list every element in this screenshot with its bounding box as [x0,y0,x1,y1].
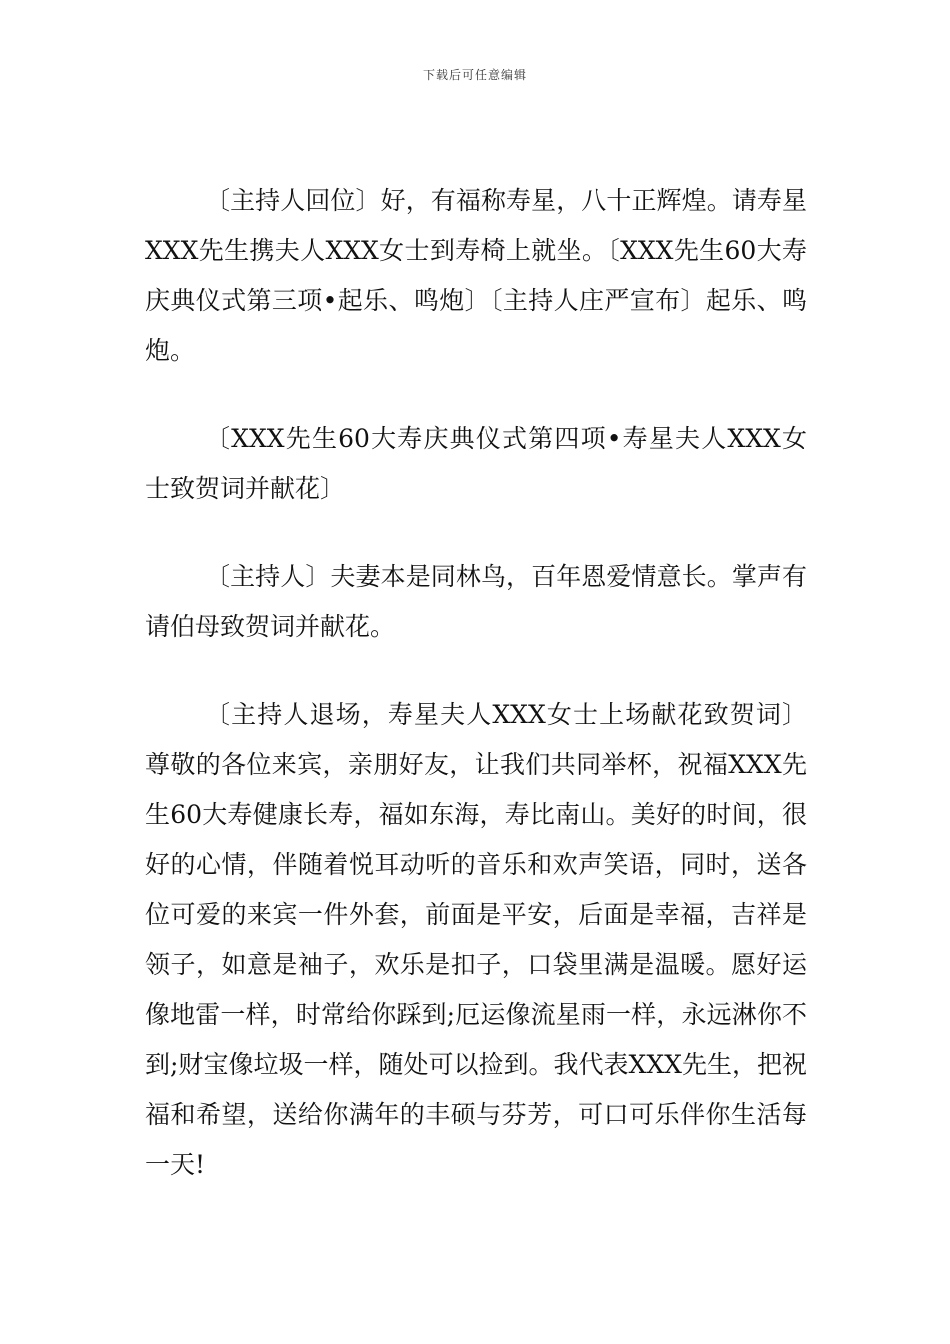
paragraph-wife-speech: 〔主持人退场，寿星夫人XXX女士上场献花致贺词〕尊敬的各位来宾，亲朋好友，让我们共同举杯，祝福XXX先生60大寿健康长寿，福如东海，寿比南山。美好的时间，很好的心情，伴随着悦耳动听的音乐和欢声笑语，同时，送各位可爱的来宾一件外套，前面是平安，后面是幸福，吉祥是领子，如意是袖子，欢乐是扣子，口袋里满是温暖。愿好运像地雷一样，时常给你踩到;厄运像流星雨一样，永远淋你不到;财宝像垃圾一样，随处可以捡到。我代表XXX先生，把祝福和希望，送给你满年的丰硕与芬芳，可口可乐伴你生活每一天! [145,700,807,1179]
page-header: 下载后可任意编辑 [422,68,527,82]
paragraph-host-return: 〔主持人回位〕好，有福称寿星，八十正辉煌。请寿星XXX先生携夫人XXX女士到寿椅上就坐。〔XXX先生60大寿庆典仪式第三项•起乐、鸣炮〕〔主持人庄严宣布〕起乐、鸣炮。 [145,186,807,365]
document-body [145,176,807,1190]
paragraph-ceremony-item-four: 〔XXX先生60大寿庆典仪式第四项•寿星夫人XXX女士致贺词并献花〕 [145,424,807,503]
paragraph-host-invite: 〔主持人〕夫妻本是同林鸟，百年恩爱情意长。掌声有请伯母致贺词并献花。 [145,562,807,641]
